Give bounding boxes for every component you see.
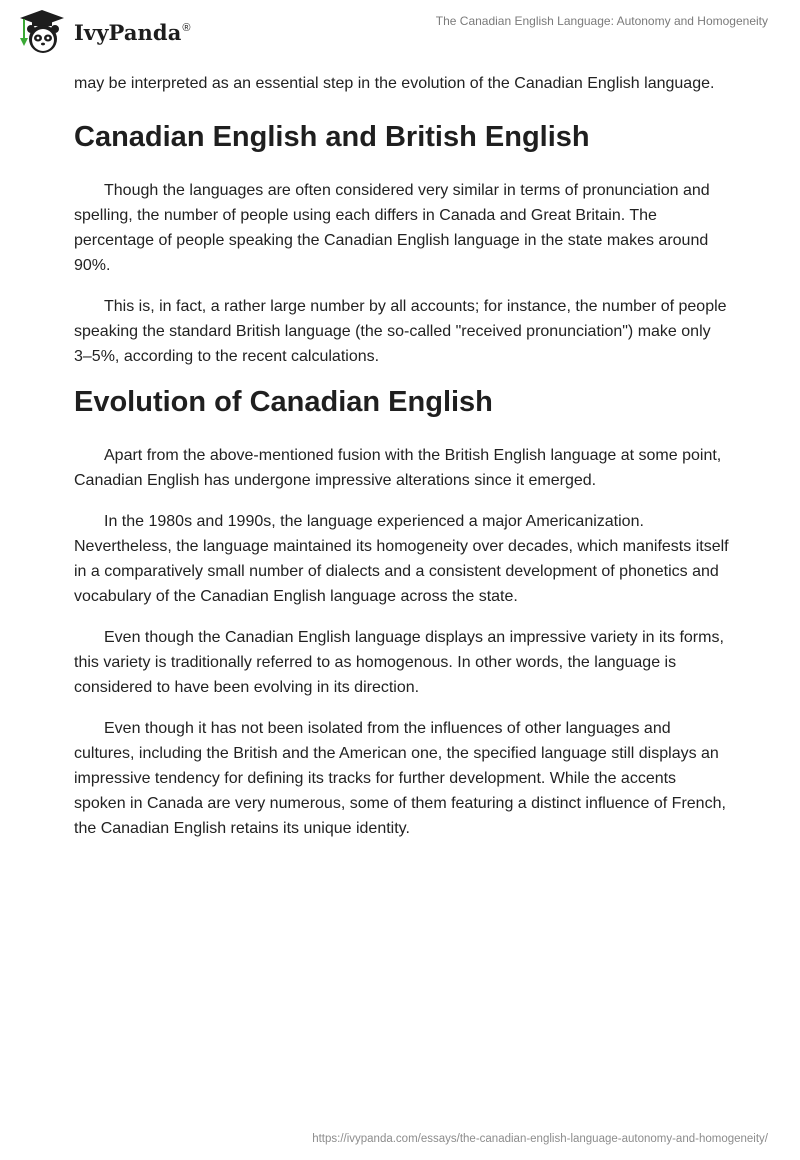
- paragraph: Even though it has not been isolated from the influences of other languages and cultures, including the British and the American one, the specified language still displays an impressive tendency for defining its tracks for further development. While the accents spoken in Canada are very numerous, some of them featuring a distinct influence of French, the Canadian English retains its unique identity.: [74, 720, 726, 837]
- logo-text: IvyPanda: [74, 19, 182, 45]
- essay-content: [74, 71, 730, 857]
- paragraph: This is, in fact, a rather large number by all accounts; for instance, the number of people speaking the standard British language (the so-called "received pronunciation") make only 3–5%, according to the recent calculations.: [74, 298, 727, 365]
- page-header: [0, 0, 800, 66]
- section-heading-canadian-vs-british: Canadian English and British English: [74, 121, 590, 153]
- ivypanda-logo[interactable]: [14, 8, 191, 56]
- running-title: The Canadian English Language: Autonomy and Homogeneity: [435, 14, 768, 28]
- registered-mark: ®: [182, 22, 191, 34]
- paragraph: Though the languages are often considered very similar in terms of pronunciation and spelling, the number of people using each differs in Canada and Great Britain. The percentage of people speaking the Canadian English language in the state makes around 90%.: [74, 182, 710, 274]
- paragraph: In the 1980s and 1990s, the language experienced a major Americanization. Nevertheless, the language maintained its homogeneity over decades, which manifests itself in a comparatively small number of dialects and a consistent development of phonetics and vocabulary of the Canadian English language across the state.: [74, 513, 729, 605]
- section-heading-evolution: Evolution of Canadian English: [74, 386, 493, 418]
- intro-paragraph: may be interpreted as an essential step in the evolution of the Canadian English language.: [74, 75, 715, 92]
- paragraph: Even though the Canadian English language displays an impressive variety in its forms, this variety is traditionally referred to as homogenous. In other words, the language is considered to have been evolving in its direction.: [74, 629, 724, 696]
- paragraph: Apart from the above-mentioned fusion with the British English language at some point, Canadian English has undergone impressive alterations since it emerged.: [74, 447, 722, 489]
- source-url[interactable]: https://ivypanda.com/essays/the-canadian-english-language-autonomy-and-homogeneity/: [312, 1133, 768, 1145]
- panda-graduate-icon: [14, 8, 70, 56]
